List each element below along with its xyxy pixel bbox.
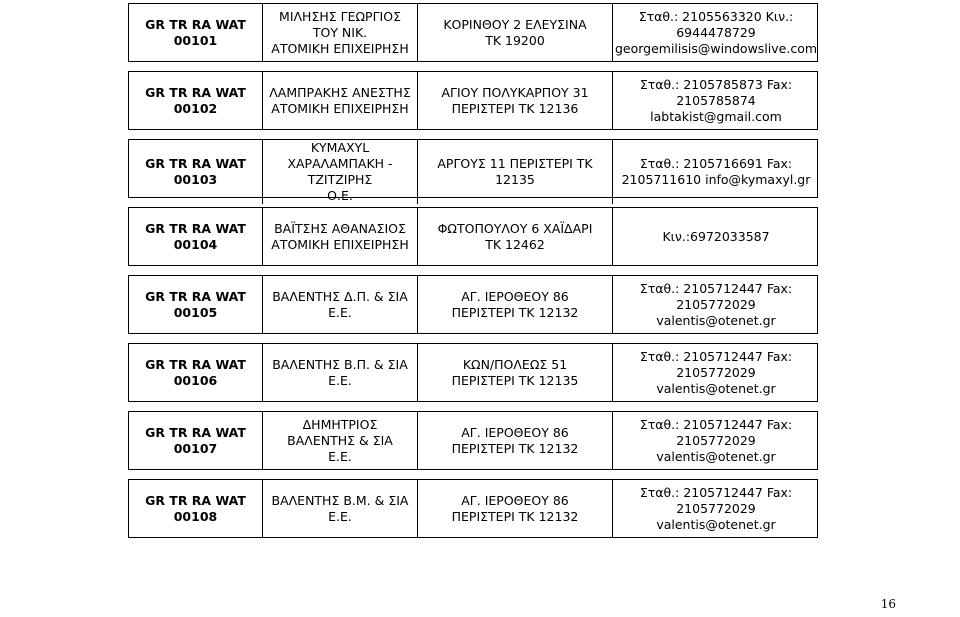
registry-contact: Σταθ.: 2105712447 Fax: 2105772029 valentis@otenet.gr	[639, 416, 793, 464]
registry-contact: Σταθ.: 2105785873 Fax: 2105785874 labtakist@gmail.com	[639, 76, 793, 124]
registry-contact: Σταθ.: 2105716691 Fax: 2105711610 info@kymaxyl.gr	[621, 156, 811, 187]
registry-entry-00108	[128, 479, 818, 538]
registry-owner: ΒΑΛΕΝΤΗΣ Β.Μ. & ΣΙΑ Ε.Ε.	[263, 480, 418, 537]
registry-entry-00103	[128, 139, 818, 203]
registry-address: ΑΓ. ΙΕΡΟΘΕΟΥ 86 ΠΕΡΙΣΤΕΡΙ ΤΚ 12132	[418, 276, 613, 333]
registry-contact: Σταθ.: 2105712447 Fax: 2105772029 valentis@otenet.gr	[639, 348, 793, 396]
registry-address: ΑΓ. ΙΕΡΟΘΕΟΥ 86 ΠΕΡΙΣΤΕΡΙ ΤΚ 12132	[418, 412, 613, 469]
registry-owner: ΜΙΛΗΣΗΣ ΓΕΩΡΓΙΟΣ ΤΟΥ ΝΙΚ. ΑΤΟΜΙΚΗ ΕΠΙΧΕΙΡΗΣΗ	[263, 4, 418, 61]
registry-entry-00106	[128, 343, 818, 402]
registry-code: GR TR RA WAT 00103	[129, 140, 263, 204]
registry-code: GR TR RA WAT 00105	[129, 276, 263, 333]
registry-entry-00105	[128, 275, 818, 334]
registry-code: GR TR RA WAT 00106	[129, 344, 263, 401]
registry-contact: Σταθ.: 2105712447 Fax: 2105772029 valentis@otenet.gr	[639, 280, 793, 328]
registry-code: GR TR RA WAT 00107	[129, 412, 263, 469]
registry-code: GR TR RA WAT 00102	[129, 72, 263, 129]
registry-owner: ΒΑΪΤΣΗΣ ΑΘΑΝΑΣΙΟΣ ΑΤΟΜΙΚΗ ΕΠΙΧΕΙΡΗΣΗ	[263, 208, 418, 265]
registry-owner: ΒΑΛΕΝΤΗΣ Δ.Π. & ΣΙΑ Ε.Ε.	[263, 276, 418, 333]
registry-code: GR TR RA WAT 00104	[129, 208, 263, 265]
registry-owner: ΛΑΜΠΡΑΚΗΣ ΑΝΕΣΤΗΣ ΑΤΟΜΙΚΗ ΕΠΙΧΕΙΡΗΣΗ	[263, 72, 418, 129]
registry-entry-00102	[128, 71, 818, 130]
registry-owner: ΚΥΜΑΧΥL ΧΑΡΑΛΑΜΠΑΚΗ - ΤΖΙΤΖΙΡΗΣ Ο.Ε.	[263, 140, 418, 204]
registry-address: ΑΓ. ΙΕΡΟΘΕΟΥ 86 ΠΕΡΙΣΤΕΡΙ ΤΚ 12132	[418, 480, 613, 537]
registry-address: ΚΟΡΙΝΘΟΥ 2 ΕΛΕΥΣΙΝΑ ΤΚ 19200	[418, 4, 613, 61]
registry-code: GR TR RA WAT 00108	[129, 480, 263, 537]
registry-contact: Σταθ.: 2105563320 Κιν.: 6944478729 georgemilisis@windowslive.com	[614, 8, 818, 56]
registry-address: ΚΩΝ/ΠΟΛΕΩΣ 51 ΠΕΡΙΣΤΕΡΙ ΤΚ 12135	[418, 344, 613, 401]
registry-table	[128, 3, 818, 538]
registry-address: ΑΓΙΟΥ ΠΟΛΥΚΑΡΠΟΥ 31 ΠΕΡΙΣΤΕΡΙ ΤΚ 12136	[418, 72, 613, 129]
registry-address: ΦΩΤΟΠΟΥΛΟΥ 6 ΧΑΪΔΑΡΙ ΤΚ 12462	[418, 208, 613, 265]
registry-entry-00107	[128, 411, 818, 470]
registry-address: ΑΡΓΟΥΣ 11 ΠΕΡΙΣΤΕΡΙ ΤΚ 12135	[418, 140, 613, 204]
registry-owner: ΔΗΜΗΤΡΙΟΣ ΒΑΛΕΝΤΗΣ & ΣΙΑ Ε.Ε.	[263, 412, 418, 469]
registry-code: GR TR RA WAT 00101	[129, 4, 263, 61]
page-number: 16	[880, 597, 896, 611]
registry-entry-00104	[128, 207, 818, 266]
registry-contact: Κιν.:6972033587	[662, 228, 770, 244]
registry-contact: Σταθ.: 2105712447 Fax: 2105772029 valentis@otenet.gr	[639, 484, 793, 532]
registry-entry-00101	[128, 3, 818, 62]
registry-owner: ΒΑΛΕΝΤΗΣ Β.Π. & ΣΙΑ Ε.Ε.	[263, 344, 418, 401]
